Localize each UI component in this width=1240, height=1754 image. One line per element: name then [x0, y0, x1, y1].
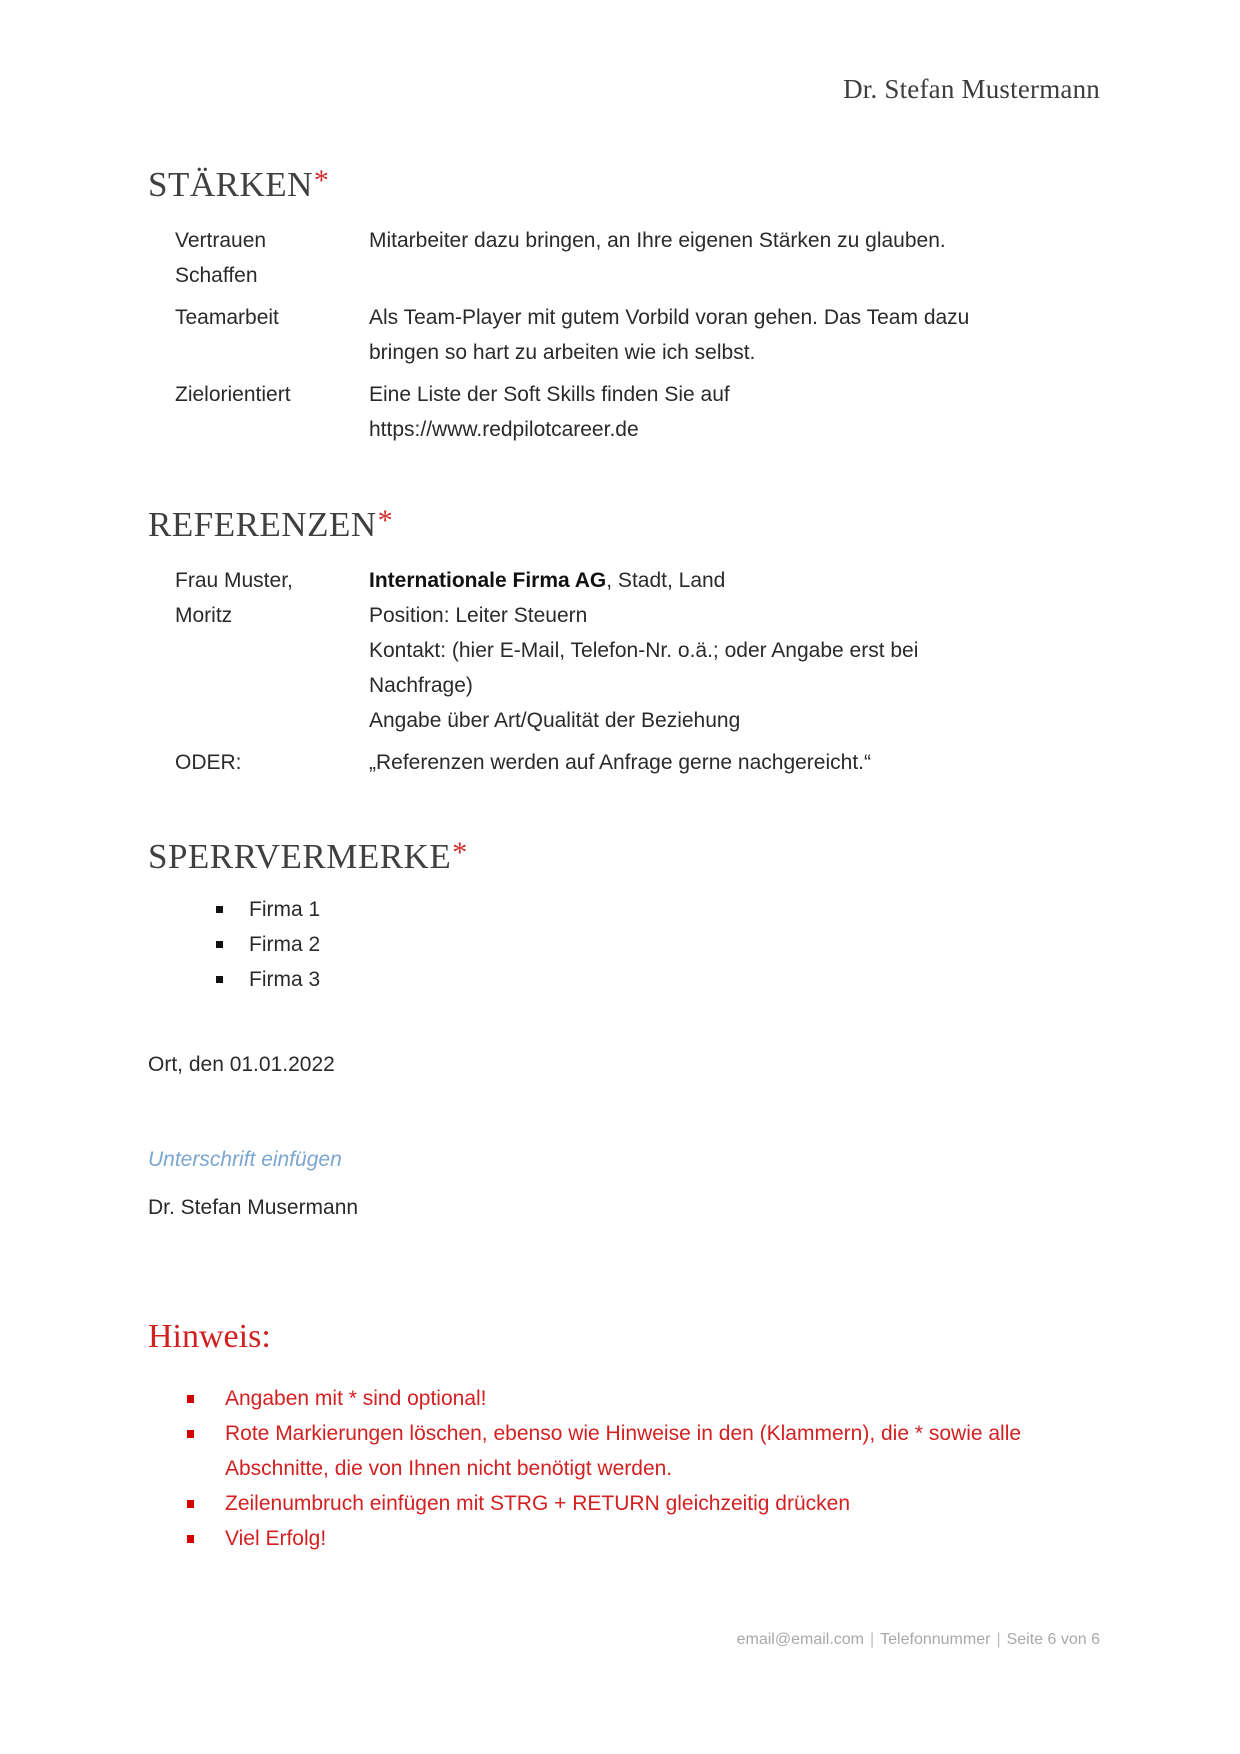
footer-page-number: Seite 6 von 6 — [1006, 1631, 1100, 1648]
section-title-text: SPERRVERMERKE — [148, 837, 452, 876]
optional-marker: * — [452, 836, 468, 869]
hint-list — [185, 1381, 1125, 1556]
hint-item — [185, 1521, 1125, 1556]
hint-item-text: Zeilenumbruch einfügen mit STRG + RETURN gleichzeitig drücken — [225, 1492, 851, 1515]
bullet-square-icon — [187, 1500, 194, 1508]
strength-value: Eine Liste der Soft Skills finden Sie auf https://www.redpilotcareer.de — [369, 383, 730, 441]
list-item-text: Firma 1 — [249, 898, 321, 921]
footer-phone: Telefonnummer — [880, 1631, 991, 1648]
reference-relation: Angabe über Art/Qualität der Beziehung — [369, 709, 741, 732]
section-title-text: STÄRKEN — [148, 165, 313, 204]
hint-item — [185, 1381, 1125, 1416]
hint-item — [185, 1416, 1125, 1486]
reference-alt-label: ODER: — [175, 751, 242, 774]
signature-placeholder[interactable]: Unterschrift einfügen — [148, 1148, 342, 1171]
place-date: Ort, den 01.01.2022 — [148, 1053, 335, 1076]
strength-label: Vertrauen Schaffen — [175, 229, 267, 287]
bullet-square-icon — [216, 941, 223, 948]
optional-marker: * — [313, 164, 330, 197]
signature-name: Dr. Stefan Musermann — [148, 1196, 359, 1219]
strength-label: Zielorientiert — [175, 383, 291, 406]
blocked-companies-list — [212, 892, 320, 997]
list-item — [212, 927, 320, 962]
strength-value: Mitarbeiter dazu bringen, an Ihre eigenen Stärken zu glauben. — [369, 229, 946, 252]
reference-position: Position: Leiter Steuern — [369, 604, 588, 627]
hint-item — [185, 1486, 1125, 1521]
bullet-square-icon — [216, 976, 223, 983]
footer-email: email@email.com — [736, 1631, 864, 1648]
section-title-staerken — [148, 166, 329, 202]
header-name: Dr. Stefan Mustermann — [843, 74, 1100, 104]
page-footer — [737, 1631, 1100, 1649]
hint-item-text: Rote Markierungen löschen, ebenso wie Hinweise in den (Klammern), die * sowie alle Abschnitte, die von Ihnen nicht benötigt werden. — [225, 1422, 1022, 1480]
footer-separator: | — [996, 1631, 1001, 1648]
list-item-text: Firma 2 — [249, 933, 321, 956]
reference-company-location: , Stadt, Land — [606, 569, 726, 592]
reference-person: Frau Muster, Moritz — [175, 569, 293, 627]
section-title-text: REFERENZEN — [148, 505, 377, 544]
reference-company — [369, 563, 1049, 598]
reference-alt-text: „Referenzen werden auf Anfrage gerne nachgereicht.“ — [369, 751, 871, 774]
footer-separator: | — [870, 1631, 875, 1648]
reference-contact: Kontakt: (hier E-Mail, Telefon-Nr. o.ä.; oder Angabe erst bei Nachfrage) — [369, 639, 919, 697]
strength-value: Als Team-Player mit gutem Vorbild voran gehen. Das Team dazu bringen so hart zu arbeiten wie ich selbst. — [369, 306, 970, 364]
list-item — [212, 892, 320, 927]
strength-label: Teamarbeit — [175, 306, 279, 329]
reference-company-name: Internationale Firma AG — [369, 569, 607, 592]
list-item — [212, 962, 320, 997]
bullet-square-icon — [216, 906, 223, 913]
list-item-text: Firma 3 — [249, 968, 321, 991]
bullet-square-icon — [187, 1395, 194, 1403]
bullet-square-icon — [187, 1535, 194, 1543]
hint-item-text: Angaben mit * sind optional! — [225, 1387, 487, 1410]
section-title-sperrvermerke — [148, 838, 468, 874]
hint-title: Hinweis: — [148, 1318, 271, 1355]
optional-marker: * — [377, 504, 394, 537]
bullet-square-icon — [187, 1430, 194, 1438]
hint-item-text: Viel Erfolg! — [225, 1527, 327, 1550]
section-title-referenzen — [148, 506, 393, 542]
